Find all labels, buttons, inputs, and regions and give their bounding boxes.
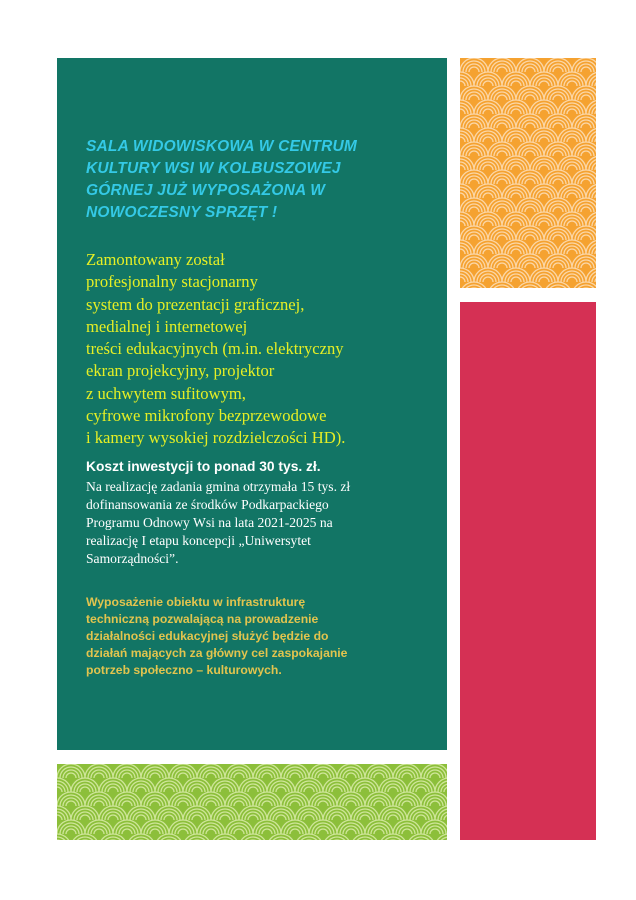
closing-line: działalności edukacyjnej służyć będzie do	[86, 629, 329, 643]
headline-line: SALA WIDOWISKOWA W CENTRUM	[86, 138, 357, 155]
intro-line: Zamontowany został	[86, 250, 225, 269]
cost-line: dofinansowania ze środków Podkarpackiego	[86, 496, 329, 512]
cost-line: Na realizację zadania gmina otrzymała 15 tys. zł	[86, 479, 351, 494]
closing-line: Wyposażenie obiektu w infrastrukturę	[86, 595, 306, 609]
headline-line: KULTURY WSI W KOLBUSZOWEJ	[86, 160, 341, 177]
cost-line: realizację I etapu koncepcji „Uniwersytet	[86, 532, 311, 548]
intro-line: treści edukacyjnych (m.in. elektryczny	[86, 339, 344, 359]
headline	[86, 136, 416, 224]
intro-line: ekran projekcyjny, projektor	[86, 361, 275, 381]
orange-pattern-block	[460, 58, 596, 288]
intro-line: medialnej i internetowej	[86, 316, 248, 336]
intro-line: z uchwytem sufitowym,	[86, 383, 246, 403]
cost-line: Programu Odnowy Wsi na lata 2021-2025 na	[86, 514, 333, 530]
closing-line: techniczną pozwalającą na prowadzenie	[86, 612, 319, 626]
green-pattern-strip	[57, 764, 447, 840]
intro-line: i kamery wysokiej rozdzielczości HD).	[86, 428, 346, 448]
intro-line: profesjonalny stacjonarny	[86, 272, 258, 292]
closing-line: potrzeb społeczno – kulturowych.	[86, 663, 282, 677]
intro-paragraph	[86, 249, 426, 450]
intro-line: cyfrowe mikrofony bezprzewodowe	[86, 406, 327, 426]
cost-line: Samorządności”.	[86, 550, 179, 566]
cost-paragraph	[86, 478, 426, 568]
green-scallop-pattern	[57, 764, 447, 840]
orange-scallop-pattern	[460, 58, 596, 288]
intro-line: system do prezentacji graficznej,	[86, 294, 305, 314]
pink-block	[460, 302, 596, 840]
headline-line: NOWOCZESNY SPRZĘT !	[86, 204, 278, 221]
cost-heading: Koszt inwestycji to ponad 30 tys. zł.	[86, 459, 321, 474]
closing-paragraph	[86, 594, 426, 679]
closing-line: działań mających za główny cel zaspokajanie	[86, 646, 348, 660]
headline-line: GÓRNEJ JUŻ WYPOSAŻONA W	[86, 182, 326, 199]
